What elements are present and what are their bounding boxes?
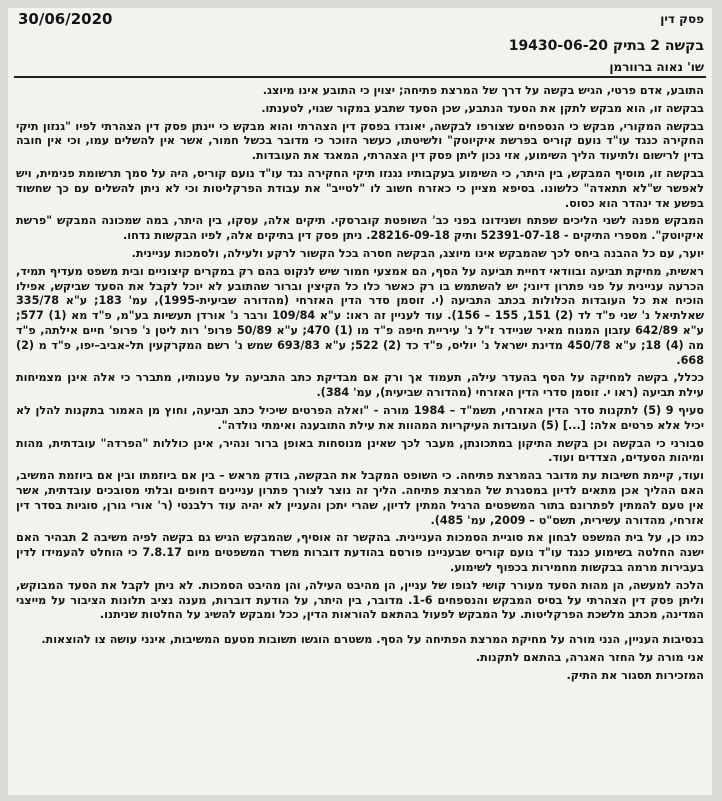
paragraph: יוער, עם כל ההבנה ביחס לכך שהמבקש אינו מיוצג, הבקשה חסרה בכל הקשור לרקע ולעילה, ולסמכות עניינית. bbox=[131, 246, 704, 260]
paragraph: הלכה למעשה, הן מהות הסעד מעורר קושי לגופו של עניין, הן מהיבט העילה, והן מהיבט הסמכות. לא ניתן לקבל את הסעד המבוקש, וליתן פסק דין הצהרתי על בסיס המבקש והנספחים 1-6. מדובר, בין היתר, על הודעת דוברות, מענה נציב תלונות הציבור על מייצגי המדינה, מכתב מלשכת הפרקליטות. על המבקש לפעול בהתאם להוראות הדין, ככל ומבקש להשיג על החלטות שניתנו. bbox=[16, 578, 704, 622]
case-number: 19430-06-20 bbox=[508, 38, 608, 54]
paragraph: סבורני כי הבקשה וכן בקשת התיקון במתכונתן, מעבר לכך שאינן מנוסחות באופן ברור ונהיר, אינן כוללות "הפרדה" עובדתית, מהות ומיהות הסעדים, הצדדים ועוד. bbox=[16, 436, 704, 465]
paragraph: בבקשה זו, מוסיף המבקש, בין היתר, כי השימוע בעקבותיו נגנזו תיקי החקירה נגד עו"ד נועם קוריס, היה על סמך תרשומת פנימית, ויש לאפשר ש"לא תתאדה" כלשונו. בסיפא מציין כי כאזרח חשוב לו "לטייב" את עבודת הפרקליטות וכי לא ניתן להשלים עם כך שחשוד בפשע אד ינהדר הוא כסוס. bbox=[16, 166, 704, 210]
paragraph: התובע, אדם פרטי, הגיש בקשה על דרך של המרצת פתיחה; יצוין כי התובע אינו מיוצג. bbox=[262, 84, 704, 97]
case-label: בקשה 2 בתיק bbox=[612, 38, 704, 54]
judge-name: שו' נאוה ברוורמן bbox=[609, 60, 704, 74]
verdict-date: 30/06/2020 bbox=[18, 10, 113, 28]
paragraph: בבקשה זו, הוא מבקש לתקן את הסעד הנתבע, שכן הסעד שתבע במקור שגוי, לטענתו. bbox=[261, 101, 704, 115]
paragraph: אני מורה על החזר האגרה, בהתאם לתקנות. bbox=[475, 650, 704, 664]
case-line bbox=[509, 38, 704, 54]
paragraph: כמו כן, על בית המשפט לבחון את סוגיית הסמכות העניינית. בהקשר זה אוסיף, שהמבקש הגיש גם בקשה לפיה משיבה 2 תבהיר האם ישנה החלטה בשימוע כנגד עו"ד נועם קוריס שבעניינו פורסם בהודעת דוברות משרד המשפטים מיום 7.8.17 כי הוחלט להעמידו לדין בעבירות מרמה בבקשות מחמירות בכפוף לשימוע. bbox=[16, 531, 704, 574]
paragraph: המבקש מפנה לשני הליכים שפתח ושנידונו בפני כב' השופטת קוברסקי. תיקים אלה, עסקו, בין היתר, במה שמכונה המבקש "פרשת איקיוטק". מספרי התיקים - 52391-07-18 ותיק 28216-09-18. ניתן פסק דין בתיקים אלה, לפיו הבקשות נדחו. bbox=[16, 214, 704, 243]
verdict-page bbox=[8, 8, 712, 795]
paragraph: המזכירות תסגור את התיק. bbox=[566, 668, 704, 682]
document-type: פסק דין bbox=[660, 12, 704, 26]
verdict-body bbox=[16, 84, 704, 789]
header-divider bbox=[14, 76, 706, 78]
paragraph: ככלל, בקשה למחיקה על הסף בהעדר עילה, תעמוד אך ורק אם מבדיקת כתב התביעה על טענותיו, מתברר כי אלה אינן מצמיחות עילת תביעה (ראו י. זוסמן סדרי הדין האזרחי (מהדורה שביעית), עמ' 384). bbox=[16, 371, 704, 400]
paragraph: בבקשה המקורי, מבקש כי הנספחים שצורפו לבקשה, יאוגדו בפסק דין הצהרתי והוא מבקש כי יינתן פסק דין הצהרתי לפיו "גנזון תיקי החקירה כנגד עו"ד נועם קוריס בפרשת איקיוטק" ולשיטתו, כעשר הזוכר כי מדובר בכשל חמור, אשר אין להשלים עמו, וכי אין חובה בדין לרישום ולתיעוד הליך השימוע, אזי נכון ליתן פסק דין הצהרתי, המאגד את העובדות. bbox=[16, 119, 704, 163]
paragraph: סעיף 9 (5) לתקנות סדר הדין האזרחי, תשמ"ד – 1984 מורה - "ואלה הפרטים שיכיל כתב תביעה, וחוץ מן האמור בתקנות להלן לא יכיל אלא פרטים אלה: [...] (5) העובדות העיקריות המהוות את עילת התובענה ואימתי נולדה". bbox=[16, 403, 704, 432]
paragraph: בנסיבות העניין, הנני מורה על מחיקת המרצת הפתיחה על הסף. משטרם הוגשו תשובות מטעם המשיבות, אינני עושה צו להוצאות. bbox=[41, 633, 704, 647]
paragraph: ראשית, מחיקת תביעה ובוודאי דחיית תביעה על הסף, הם אמצעי חמור שיש לנקוט בהם רק במקרים קיצוניים ובית משפט מעדיף תמיד, הכרעה עניינית על פני פתרון דיוני; יש להשתמש בו רק כאשר כלו כל הקיצין וברור שהתובע לא יוכל לקבל את הסעד שביקש, אפילו הוכיח את כל העובדות הכלולות בכתב התביעה (י. זוסמן סדר הדין האזרחי (מהדורה שביעית-1995), עמ' 183; ע"א 335/78 שאלתיאל נ' שני פ"ד לד (2) 151, 155 – 156). עוד לעניין זה ראו: ע"א 109/84 ורבר נ' אורדן תעשיות בע"מ, פ"ד מא (1) 577; ע"א 642/89 עזבון המנוח מאיר שניידר ז"ל נ' עיריית חיפה פ"ד מו (1) 470; ע"א 50/89 פרופ' רות ליטן נ' פרופ' חיים אילתה, פ"ד מה (4) 18; ע"א 450/78 מדינת ישראל נ' יוליס, פ"ד כד (2) 522; ע"א 693/83 שמש נ' רשם המקרקעין תל-אביב–יפו, פ"ד מ (2) 668. bbox=[16, 264, 704, 367]
paragraph: ועוד, קיימת חשיבות עת מדובר בהמרצת פתיחה. כי השופט המקבל את הבקשה, בודק מראש – בין אם ביוזמתו ובין אם ביוזמת המשיב, האם ההליך אכן מתאים לדיון במסגרת של המרצת פתיחה. הליך זה נוצר לצורך פתרון עניינים דחופים ובלתי מסובכים עובדתית, אשר אין טעם להמתין לפתרונם בתור המשפטים הרגיל המתין לדיון, שהרי יתכן והעניין לא יהיה עוד רלבנטי (ר' אורי גורן, סוגיות בסדר דין אזרחי, מהדורה עשירית, תשס"ט – 2009, עמ' 485). bbox=[16, 469, 704, 527]
